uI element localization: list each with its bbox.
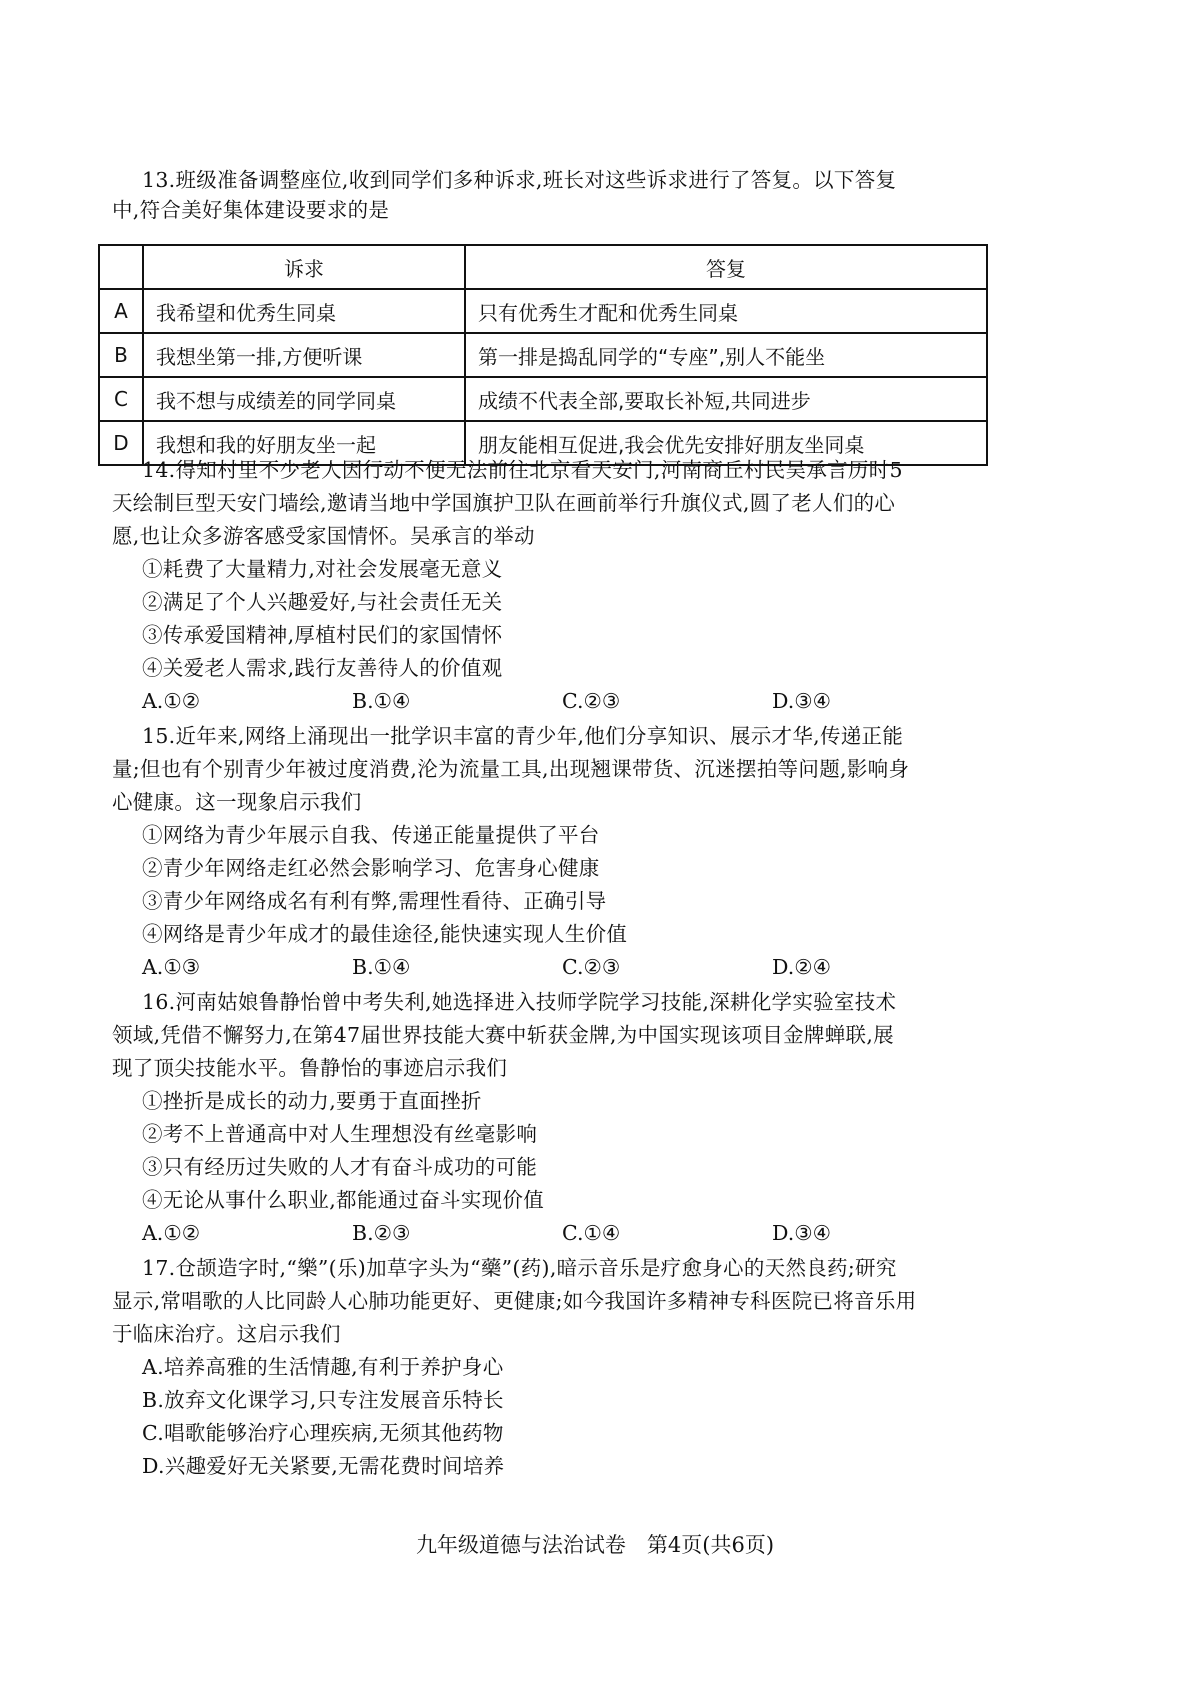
q16-item-1: ①挫折是成长的动力,要勇于直面挫折 xyxy=(142,1089,482,1113)
q13-stem-line-2: 中,符合美好集体建设要求的是 xyxy=(112,198,390,222)
q16-item-4: ④无论从事什么职业,都能通过奋斗实现价值 xyxy=(142,1188,545,1212)
q17-option-a: A.培养高雅的生活情趣,有利于养护身心 xyxy=(142,1355,504,1379)
q15-option-a: A.①③ xyxy=(142,955,201,979)
row-reply: 成绩不代表全部,要取长补短,共同进步 xyxy=(465,377,987,421)
table-row xyxy=(99,333,987,377)
q17-option-d: D.兴趣爱好无关紧要,无需花费时间培养 xyxy=(142,1454,505,1478)
table-header-row xyxy=(99,245,987,289)
q14-option-d: D.③④ xyxy=(772,689,831,713)
q15-stem-line-2: 量;但也有个别青少年被过度消费,沦为流量工具,出现翘课带货、沉迷摆拍等问题,影响身 xyxy=(112,757,910,781)
q15-option-c: C.②③ xyxy=(562,955,621,979)
q16-item-2: ②考不上普通高中对人生理想没有丝毫影响 xyxy=(142,1122,538,1146)
q17-option-b: B.放弃文化课学习,只专注发展音乐特长 xyxy=(142,1388,504,1412)
q14-stem-line-2: 天绘制巨型天安门墙绘,邀请当地中学国旗护卫队在画前举行升旗仪式,圆了老人们的心 xyxy=(112,491,896,515)
q15-option-b: B.①④ xyxy=(352,955,411,979)
q15-item-4: ④网络是青少年成才的最佳途径,能快速实现人生价值 xyxy=(142,922,628,946)
q14-item-1: ①耗费了大量精力,对社会发展毫无意义 xyxy=(142,557,503,581)
q16-item-3: ③只有经历过失败的人才有奋斗成功的可能 xyxy=(142,1155,538,1179)
q16-option-b: B.②③ xyxy=(352,1221,411,1245)
q17-stem-line-3: 于临床治疗。这启示我们 xyxy=(112,1322,341,1346)
q14-option-b: B.①④ xyxy=(352,689,411,713)
q16-option-a: A.①② xyxy=(142,1221,201,1245)
q16-option-c: C.①④ xyxy=(562,1221,621,1245)
row-request: 我想坐第一排,方便听课 xyxy=(143,333,465,377)
q14-stem-line-3: 愿,也让众多游客感受家国情怀。吴承言的举动 xyxy=(112,524,535,548)
row-reply: 朋友能相互促进,我会优先安排好朋友坐同桌 xyxy=(465,421,987,465)
row-request: 我想和我的好朋友坐一起 xyxy=(143,421,465,465)
q15-option-d: D.②④ xyxy=(772,955,831,979)
row-reply: 第一排是捣乱同学的“专座”,别人不能坐 xyxy=(465,333,987,377)
row-letter: A xyxy=(99,289,143,333)
table-header-request: 诉求 xyxy=(143,245,465,289)
q15-item-2: ②青少年网络走红必然会影响学习、危害身心健康 xyxy=(142,856,600,880)
q17-stem-line-2: 显示,常唱歌的人比同龄人心肺功能更好、更健康;如今我国许多精神专科医院已将音乐用 xyxy=(112,1289,917,1313)
q17-option-c: C.唱歌能够治疗心理疾病,无须其他药物 xyxy=(142,1421,504,1445)
row-letter: D xyxy=(99,421,143,465)
q13-stem-line-1: 13.班级准备调整座位,收到同学们多种诉求,班长对这些诉求进行了答复。以下答复 xyxy=(142,168,897,192)
table-header-reply: 答复 xyxy=(465,245,987,289)
table-row xyxy=(99,289,987,333)
q14-item-2: ②满足了个人兴趣爱好,与社会责任无关 xyxy=(142,590,503,614)
q14-stem-line-1: 14.得知村里不少老人因行动不便无法前往北京看天安门,河南商丘村民吴承言历时5 xyxy=(142,458,903,482)
q15-stem-line-1: 15.近年来,网络上涌现出一批学识丰富的青少年,他们分享知识、展示才华,传递正能 xyxy=(142,724,904,748)
q16-stem-line-2: 领域,凭借不懈努力,在第47届世界技能大赛中斩获金牌,为中国实现该项目金牌蝉联,展 xyxy=(112,1023,894,1047)
row-letter: B xyxy=(99,333,143,377)
row-reply: 只有优秀生才配和优秀生同桌 xyxy=(465,289,987,333)
table-row xyxy=(99,377,987,421)
q16-stem-line-3: 现了顶尖技能水平。鲁静怡的事迹启示我们 xyxy=(112,1056,508,1080)
q16-option-d: D.③④ xyxy=(772,1221,831,1245)
q14-item-3: ③传承爱国精神,厚植村民们的家国情怀 xyxy=(142,623,503,647)
q15-item-1: ①网络为青少年展示自我、传递正能量提供了平台 xyxy=(142,823,600,847)
row-letter: C xyxy=(99,377,143,421)
q15-item-3: ③青少年网络成名有利有弊,需理性看待、正确引导 xyxy=(142,889,607,913)
q16-stem-line-1: 16.河南姑娘鲁静怡曾中考失利,她选择进入技师学院学习技能,深耕化学实验室技术 xyxy=(142,990,897,1014)
q14-option-c: C.②③ xyxy=(562,689,621,713)
q15-stem-line-3: 心健康。这一现象启示我们 xyxy=(112,790,362,814)
q13-table xyxy=(98,244,988,466)
q14-option-a: A.①② xyxy=(142,689,201,713)
row-request: 我不想与成绩差的同学同桌 xyxy=(143,377,465,421)
q14-item-4: ④关爱老人需求,践行友善待人的价值观 xyxy=(142,656,503,680)
row-request: 我希望和优秀生同桌 xyxy=(143,289,465,333)
q17-stem-line-1: 17.仓颉造字时,“樂”(乐)加草字头为“藥”(药),暗示音乐是疗愈身心的天然良药;研究 xyxy=(142,1256,897,1280)
table-header-blank xyxy=(99,245,143,289)
page-footer: 九年级道德与法治试卷 第4页(共6页) xyxy=(415,1533,775,1557)
